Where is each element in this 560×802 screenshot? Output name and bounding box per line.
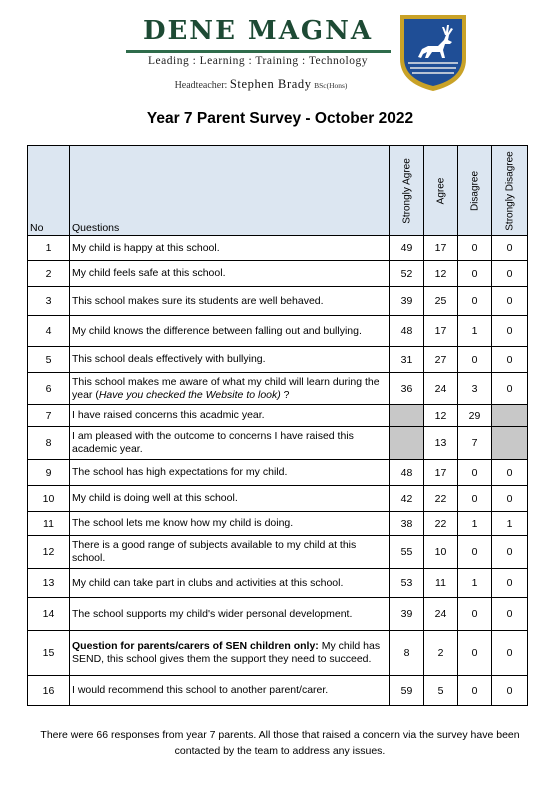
not-applicable-cell (390, 427, 424, 460)
school-tagline: Leading : Learning : Training : Technology (148, 55, 368, 67)
column-header-agree: Agree (424, 146, 458, 236)
table-row: 2 My child feels safe at this school. 52 12 0 0 (28, 261, 528, 287)
column-header-strongly-agree: Strongly Agree (390, 146, 424, 236)
question-text: This school deals effectively with bullying. (70, 347, 390, 373)
question-text: I have raised concerns this acadmic year. (70, 405, 390, 427)
survey-table (27, 145, 528, 706)
question-text: This school makes sure its students are well behaved. (70, 287, 390, 316)
not-applicable-cell (492, 427, 528, 460)
table-row: 11 The school lets me know how my child is doing. 38 22 1 1 (28, 512, 528, 536)
table-row: 6 This school makes me aware of what my child will learn during the year (Have you checked the Website to look) ? 36 24 3 0 (28, 373, 528, 405)
headteacher-name: Stephen Brady (229, 77, 312, 91)
column-header-questions: Questions (70, 146, 390, 236)
table-row: 7 I have raised concerns this acadmic year. 12 29 (28, 405, 528, 427)
name-underline (126, 50, 391, 53)
footer-note: There were 66 responses from year 7 parents. All those that raised a concern via the survey have been contacted by the team to address any issues. (40, 729, 520, 757)
column-header-strongly-disagree: Strongly Disagree (492, 146, 528, 236)
table-header-row (28, 146, 528, 236)
table-row: 16 I would recommend this school to another parent/carer. 59 5 0 0 (28, 676, 528, 706)
question-text: My child feels safe at this school. (70, 261, 390, 287)
table-row: 10 My child is doing well at this school. 42 22 0 0 (28, 486, 528, 512)
question-text: Question for parents/carers of SEN children only: My child has SEND, this school gives them the support they need to succeed. (70, 631, 390, 676)
table-row: 14 The school supports my child's wider personal development. 39 24 0 0 (28, 598, 528, 631)
not-applicable-cell (390, 405, 424, 427)
question-text: The school supports my child's wider personal development. (70, 598, 390, 631)
school-crest-icon (398, 13, 468, 93)
table-row: 13 My child can take part in clubs and activities at this school. 53 11 1 0 (28, 569, 528, 598)
letterhead (0, 0, 560, 100)
column-header-no: No (28, 146, 70, 236)
table-row: 3 This school makes sure its students are well behaved. 39 25 0 0 (28, 287, 528, 316)
question-text: My child knows the difference between falling out and bullying. (70, 316, 390, 347)
table-row: 5 This school deals effectively with bullying. 31 27 0 0 (28, 347, 528, 373)
table-row: 12 There is a good range of subjects available to my child at this school. 55 10 0 0 (28, 536, 528, 569)
column-header-disagree: Disagree (458, 146, 492, 236)
table-row: 8 I am pleased with the outcome to concerns I have raised this academic year. 13 7 (28, 427, 528, 460)
question-text: My child is happy at this school. (70, 236, 390, 261)
question-text: I am pleased with the outcome to concerns I have raised this academic year. (70, 427, 390, 460)
question-text: The school has high expectations for my child. (70, 460, 390, 486)
table-row: 1 My child is happy at this school. 49 17 0 0 (28, 236, 528, 261)
headteacher-line (136, 77, 386, 92)
survey-title: Year 7 Parent Survey - October 2022 (146, 110, 414, 127)
not-applicable-cell (492, 405, 528, 427)
question-text: I would recommend this school to another parent/carer. (70, 676, 390, 706)
table-row: 9 The school has high expectations for my child. 48 17 0 0 (28, 460, 528, 486)
question-text: My child can take part in clubs and activities at this school. (70, 569, 390, 598)
headteacher-label: Headteacher: (174, 80, 228, 91)
question-text: The school lets me know how my child is doing. (70, 512, 390, 536)
table-row: 4 My child knows the difference between falling out and bullying. 48 17 1 0 (28, 316, 528, 347)
question-text: My child is doing well at this school. (70, 486, 390, 512)
table-row: 15 Question for parents/carers of SEN children only: My child has SEND, this school gives them the support they need to succeed. 8 2 0 0 (28, 631, 528, 676)
school-name: DENE MAGNA (142, 16, 374, 46)
headteacher-credentials: BSc(Hons) (314, 81, 348, 90)
question-text: There is a good range of subjects available to my child at this school. (70, 536, 390, 569)
question-text: This school makes me aware of what my child will learn during the year (Have you checked the Website to look) ? (70, 373, 390, 405)
